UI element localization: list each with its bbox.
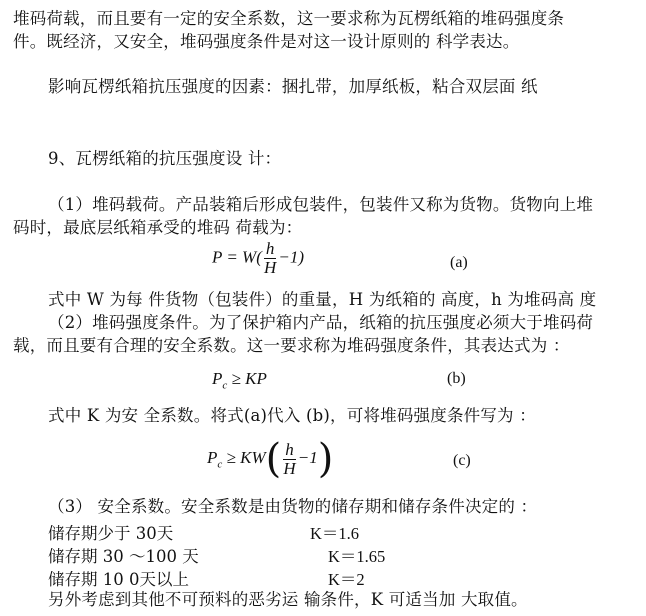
- factors-line: 影响瓦楞纸箱抗压强度的因素：捆扎带，加厚纸板，粘合双层面 纸: [48, 77, 538, 96]
- equation-a-fraction: [264, 240, 277, 277]
- equation-c-sub: c: [217, 458, 223, 471]
- left-paren: (: [265, 436, 282, 482]
- storage-row: [48, 543, 386, 567]
- storage-k: K＝1.6: [310, 524, 360, 543]
- final-line: 另外考虑到其他不可预料的恶劣运 输条件，K 可适当加 大取值。: [48, 590, 528, 609]
- storage-period: 储存期 30 ～100 天: [48, 547, 199, 566]
- section-title: 9、瓦楞纸箱的抗压强度设 计：: [48, 149, 282, 168]
- equation-a-rhs: −1): [278, 247, 305, 267]
- equation-b-tag: (b): [447, 370, 466, 387]
- equation-b: [212, 369, 267, 391]
- equation-a-numerator: h: [265, 239, 275, 258]
- equation-b-rhs: ≥ KP: [231, 369, 267, 388]
- equation-c-numerator: h: [285, 439, 294, 459]
- equation-b-sub: c: [222, 379, 228, 392]
- equation-a-lhs: P = W(: [212, 247, 262, 267]
- storage-row: [48, 520, 360, 544]
- equation-c-lhs: P: [207, 447, 218, 467]
- equation-a-denominator: H: [263, 258, 277, 277]
- paragraph-line: 件。既经济，又安全，堆码强度条件是对这一设计原则的 科学表达。: [13, 32, 520, 51]
- storage-period: 储存期少于 30天: [48, 524, 174, 543]
- note-b: 式中 K 为安 全系数。将式(a)代入 (b)，可将堆码强度条件写为 ：: [48, 406, 536, 425]
- right-paren: ): [317, 436, 334, 482]
- note-a: 式中 W 为每 件货物（包装件）的重量，H 为纸箱的 高度，h 为堆码高 度: [48, 290, 597, 309]
- equation-c-tag: (c): [453, 452, 471, 469]
- equation-c-denominator: H: [283, 458, 296, 478]
- paragraph-line: 堆码荷载，而且要有一定的安全系数，这一要求称为瓦楞纸箱的堆码强度条: [13, 9, 565, 28]
- equation-c-rhs: −1: [297, 447, 318, 467]
- equation-b-lhs: P: [212, 369, 223, 388]
- storage-row: [48, 566, 365, 590]
- equation-a-tag: (a): [450, 254, 468, 271]
- item2-line: （2）堆码强度条件。为了保护箱内产品，纸箱的抗压强度必须大于堆码荷: [48, 313, 594, 332]
- equation-c-mid: ≥ KW: [226, 447, 266, 467]
- storage-k: K＝2: [328, 570, 365, 589]
- item1-line: 码时，最底层纸箱承受的堆码 荷载为：: [13, 218, 303, 237]
- equation-c: [207, 436, 333, 482]
- equation-a: [212, 240, 304, 277]
- item2-line: 载，而且要有合理的安全系数。这一要求称为堆码强度条件，其表达式为 ：: [13, 336, 570, 355]
- storage-k: K＝1.65: [328, 547, 386, 566]
- item3-line: （3） 安全系数。安全系数是由货物的储存期和储存条件决定的 ：: [48, 497, 538, 516]
- item1-line: （1）堆码载荷。产品装箱后形成包装件，包装件又称为货物。货物向上堆: [48, 195, 594, 214]
- equation-c-fraction: [283, 441, 296, 478]
- storage-period: 储存期 10 0天以上: [48, 570, 189, 589]
